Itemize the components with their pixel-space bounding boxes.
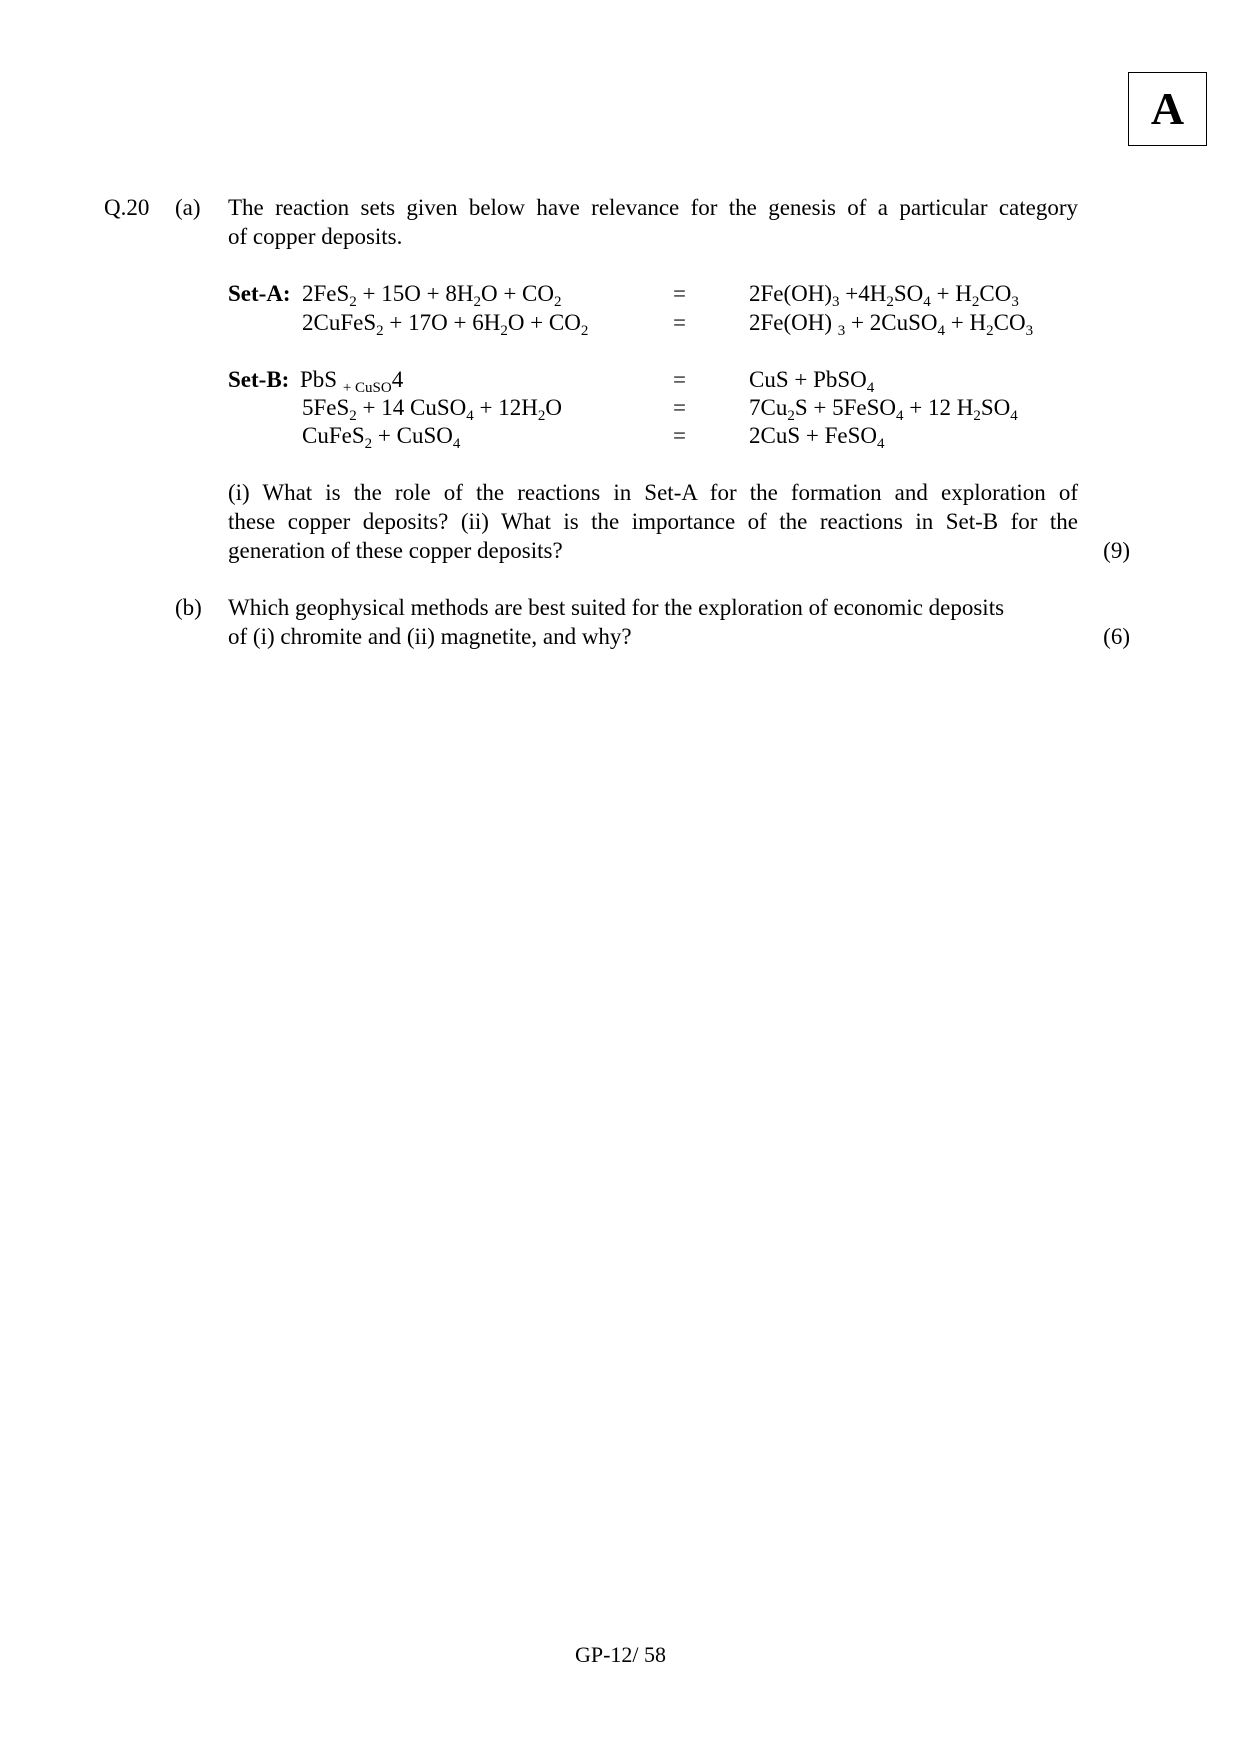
formula-subscript: 2 — [787, 408, 795, 424]
formula-subscript: 3 — [1011, 294, 1019, 310]
part-a-marks: (9) — [1103, 538, 1130, 563]
formula-text: + 12 H — [903, 395, 974, 420]
formula-text: 4 — [391, 367, 404, 392]
formula-subscript: 2 — [537, 408, 546, 424]
formula-text: + H — [930, 281, 972, 306]
page-footer: GP-12/ 58 — [574, 1642, 667, 1667]
formula-subscript: 2 — [473, 294, 481, 310]
formula-subscript: + CuSO — [342, 380, 392, 396]
part-a-question-line3: generation of these copper deposits? — [228, 538, 563, 563]
formula-text: + H — [945, 310, 987, 335]
formula-text: + 12H — [473, 395, 538, 420]
formula-subscript: 2 — [364, 436, 373, 452]
formula-text: O + CO — [507, 310, 581, 335]
formula-text: + 14 CuSO — [356, 395, 467, 420]
formula-subscript: 2 — [349, 408, 357, 424]
formula-text: 5FeS — [302, 395, 350, 420]
formula-subscript: 4 — [1010, 408, 1018, 424]
set-b-label: Set-B: — [228, 367, 290, 392]
equals-sign: = — [673, 310, 686, 335]
formula-text: CO — [979, 281, 1012, 306]
equals-sign: = — [673, 367, 686, 392]
formula-subscript: 4 — [466, 408, 474, 424]
formula-text: SO — [893, 281, 924, 306]
formula-text: 2CuS + FeSO — [749, 423, 878, 448]
formula-subscript: 4 — [896, 408, 904, 424]
equation-lhs — [300, 365, 403, 394]
formula-text: +4H — [839, 281, 887, 306]
set-a-equation-2 — [0, 308, 1241, 339]
formula-subscript: 3 — [832, 294, 840, 310]
formula-subscript: 2 — [886, 294, 894, 310]
formula-subscript: 4 — [452, 436, 461, 452]
formula-text: 2FeS — [302, 281, 350, 306]
formula-subscript: 2 — [349, 294, 357, 310]
formula-text: CO — [993, 310, 1026, 335]
set-a-equation-1 — [0, 279, 1241, 310]
formula-text: 7Cu — [749, 395, 788, 420]
formula-subscript: 2 — [971, 294, 980, 310]
formula-text: + 2CuSO — [845, 310, 938, 335]
formula-subscript: 2 — [973, 408, 981, 424]
part-b-marks: (6) — [1103, 624, 1130, 649]
set-b-equation-2 — [0, 393, 1241, 424]
part-a-question-line2: these copper deposits? (ii) What is the importance of the reactions in Set-B for the — [228, 509, 1078, 534]
part-a-label: (a) — [175, 195, 201, 220]
part-b-line1: Which geophysical methods are best suited for the exploration of economic deposits — [228, 595, 1005, 620]
equation-lhs — [302, 279, 562, 308]
formula-subscript: 4 — [923, 294, 931, 310]
equation-lhs — [302, 393, 562, 422]
equals-sign: = — [673, 395, 686, 420]
part-a-intro-line1: The reaction sets given below have relevance for the genesis of a particular category — [228, 195, 1078, 220]
formula-subscript: 4 — [877, 436, 885, 452]
formula-text: SO — [980, 395, 1011, 420]
formula-text: PbS — [300, 367, 343, 392]
formula-subscript: 3 — [837, 323, 846, 339]
set-code: A — [1150, 83, 1185, 134]
formula-subscript: 2 — [500, 323, 508, 339]
question-number: Q.20 — [104, 195, 150, 220]
formula-text: CuFeS — [302, 423, 365, 448]
equals-sign: = — [673, 423, 686, 448]
formula-text: CuS + PbSO — [749, 367, 867, 392]
equals-sign: = — [673, 281, 686, 306]
equation-lhs — [302, 308, 588, 337]
equation-rhs — [749, 421, 885, 450]
formula-text: + CuSO — [372, 423, 453, 448]
formula-text: + 15O + 8H — [356, 281, 474, 306]
formula-subscript: 2 — [554, 294, 562, 310]
formula-text: O + CO — [480, 281, 555, 306]
formula-text: S + 5FeSO — [794, 395, 897, 420]
formula-text: 2CuFeS — [302, 310, 377, 335]
set-b-equation-3 — [0, 421, 1241, 452]
equation-rhs — [749, 308, 1033, 337]
equation-rhs — [749, 279, 1019, 308]
set-b-equation-1 — [0, 365, 1241, 396]
set-code-box — [1128, 72, 1207, 146]
equation-rhs — [749, 393, 1018, 422]
part-a-intro-line2: of copper deposits. — [228, 224, 403, 249]
equation-lhs — [302, 421, 460, 450]
formula-subscript: 3 — [1025, 323, 1034, 339]
formula-subscript: 4 — [937, 323, 946, 339]
set-a-label: Set-A: — [228, 281, 291, 306]
equation-rhs — [749, 365, 874, 394]
formula-text: O — [545, 395, 562, 420]
formula-subscript: 2 — [580, 323, 589, 339]
part-a-question-line1: (i) What is the role of the reactions in Set-A for the formation and exploration of — [228, 480, 1078, 505]
formula-subscript: 4 — [866, 380, 875, 396]
part-b-label: (b) — [175, 595, 202, 620]
part-b-line2: of (i) chromite and (ii) magnetite, and why? — [228, 624, 632, 649]
formula-text: 2Fe(OH) — [749, 310, 838, 335]
formula-text: 2Fe(OH) — [749, 281, 833, 306]
formula-subscript: 2 — [376, 323, 384, 339]
formula-text: + 17O + 6H — [383, 310, 501, 335]
formula-subscript: 2 — [986, 323, 994, 339]
